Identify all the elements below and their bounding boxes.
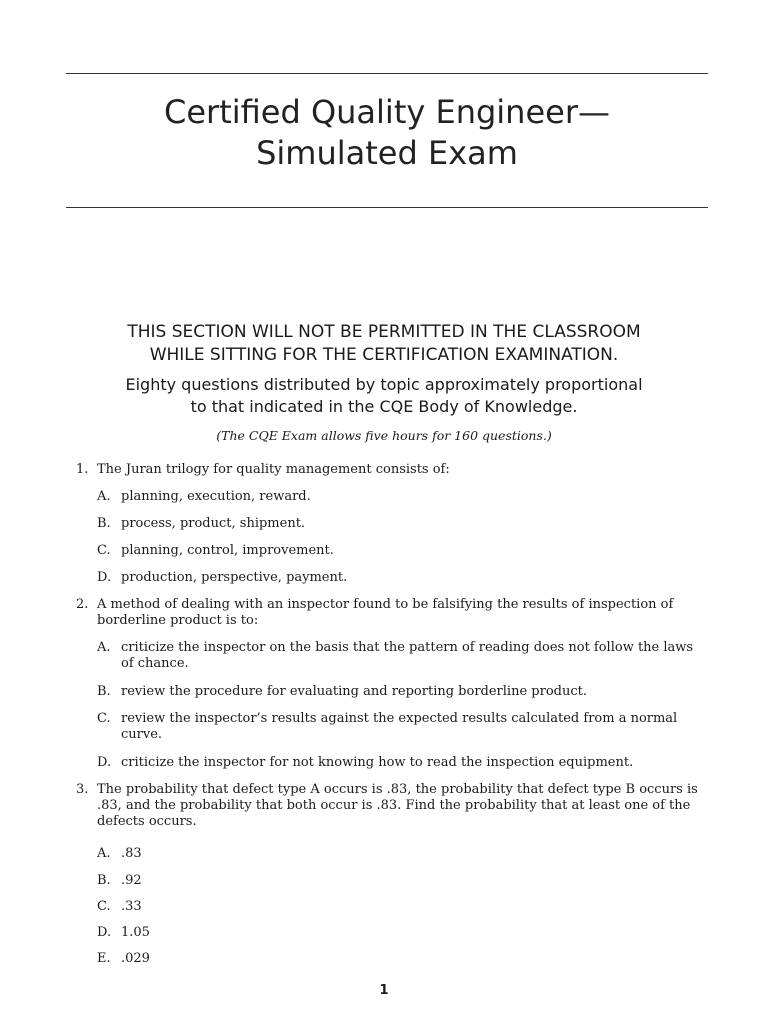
option-letter: C.: [97, 899, 111, 914]
option-text: .33: [121, 899, 142, 914]
question-1-option-d: [97, 570, 707, 586]
question-2-option-d: [97, 755, 707, 771]
option-text: production, perspective, payment.: [121, 570, 348, 585]
question-2: [76, 597, 676, 629]
option-letter: D.: [97, 570, 112, 585]
option-letter: D.: [97, 925, 112, 940]
page-title: [66, 92, 708, 174]
question-1-option-c: [97, 543, 707, 559]
question-text: A method of dealing with an inspector found to be falsifying the results of inspection of borderline product is to:: [97, 597, 674, 628]
notice-line-1: THIS SECTION WILL NOT BE PERMITTED IN THE CLASSROOM: [127, 322, 641, 342]
exam-timing-note: (The CQE Exam allows five hours for 160 questions.): [216, 428, 552, 443]
option-text: review the inspector’s results against the expected results calculated from a normal curve.: [121, 711, 678, 742]
question-3: [76, 782, 706, 830]
question-text: The Juran trilogy for quality management consists of:: [97, 462, 450, 477]
option-letter: E.: [97, 951, 111, 966]
question-2-option-c: [97, 711, 687, 743]
question-3-option-e: [97, 951, 707, 967]
page-number: 1: [379, 983, 389, 998]
questions-description: [40, 374, 728, 418]
option-letter: B.: [97, 516, 111, 531]
question-2-option-b: [97, 684, 697, 700]
option-letter: B.: [97, 684, 111, 699]
question-number: 1.: [76, 462, 89, 477]
option-letter: A.: [97, 846, 111, 861]
option-letter: D.: [97, 755, 112, 770]
question-3-option-b: [97, 873, 707, 889]
subnotice-line-1: Eighty questions distributed by topic approximately proportional: [125, 375, 643, 394]
question-text: The probability that defect type A occurs is .83, the probability that defect type B occurs is .83, and the probability that both occur is .83. Find the probability that at least one of the defects occurs.: [97, 782, 698, 829]
question-number: 2.: [76, 597, 89, 612]
top-rule: [66, 73, 708, 74]
option-letter: A.: [97, 489, 111, 504]
option-text: criticize the inspector for not knowing how to read the inspection equipment.: [121, 755, 634, 770]
option-text: .029: [121, 951, 150, 966]
question-1-option-a: [97, 489, 707, 505]
option-text: criticize the inspector on the basis that the pattern of reading does not follow the laws of chance.: [121, 640, 694, 671]
title-line-1: Certified Quality Engineer—: [164, 93, 610, 131]
option-letter: A.: [97, 640, 111, 655]
question-3-option-c: [97, 899, 707, 915]
title-line-2: Simulated Exam: [256, 134, 518, 172]
question-3-option-d: [97, 925, 707, 941]
option-text: planning, execution, reward.: [121, 489, 311, 504]
bottom-rule: [66, 207, 708, 208]
subnotice-line-2: to that indicated in the CQE Body of Knowledge.: [190, 397, 578, 416]
option-text: .92: [121, 873, 142, 888]
notice-line-2: WHILE SITTING FOR THE CERTIFICATION EXAMINATION.: [149, 345, 619, 365]
option-text: 1.05: [121, 925, 150, 940]
question-number: 3.: [76, 782, 89, 797]
option-text: .83: [121, 846, 142, 861]
option-letter: B.: [97, 873, 111, 888]
question-2-option-a: [97, 640, 697, 672]
classroom-notice: [40, 321, 728, 367]
option-text: planning, control, improvement.: [121, 543, 334, 558]
option-letter: C.: [97, 543, 111, 558]
question-1: [76, 462, 716, 478]
option-text: process, product, shipment.: [121, 516, 306, 531]
option-letter: C.: [97, 711, 111, 726]
question-3-option-a: [97, 846, 707, 862]
question-1-option-b: [97, 516, 707, 532]
option-text: review the procedure for evaluating and reporting borderline product.: [121, 684, 587, 699]
